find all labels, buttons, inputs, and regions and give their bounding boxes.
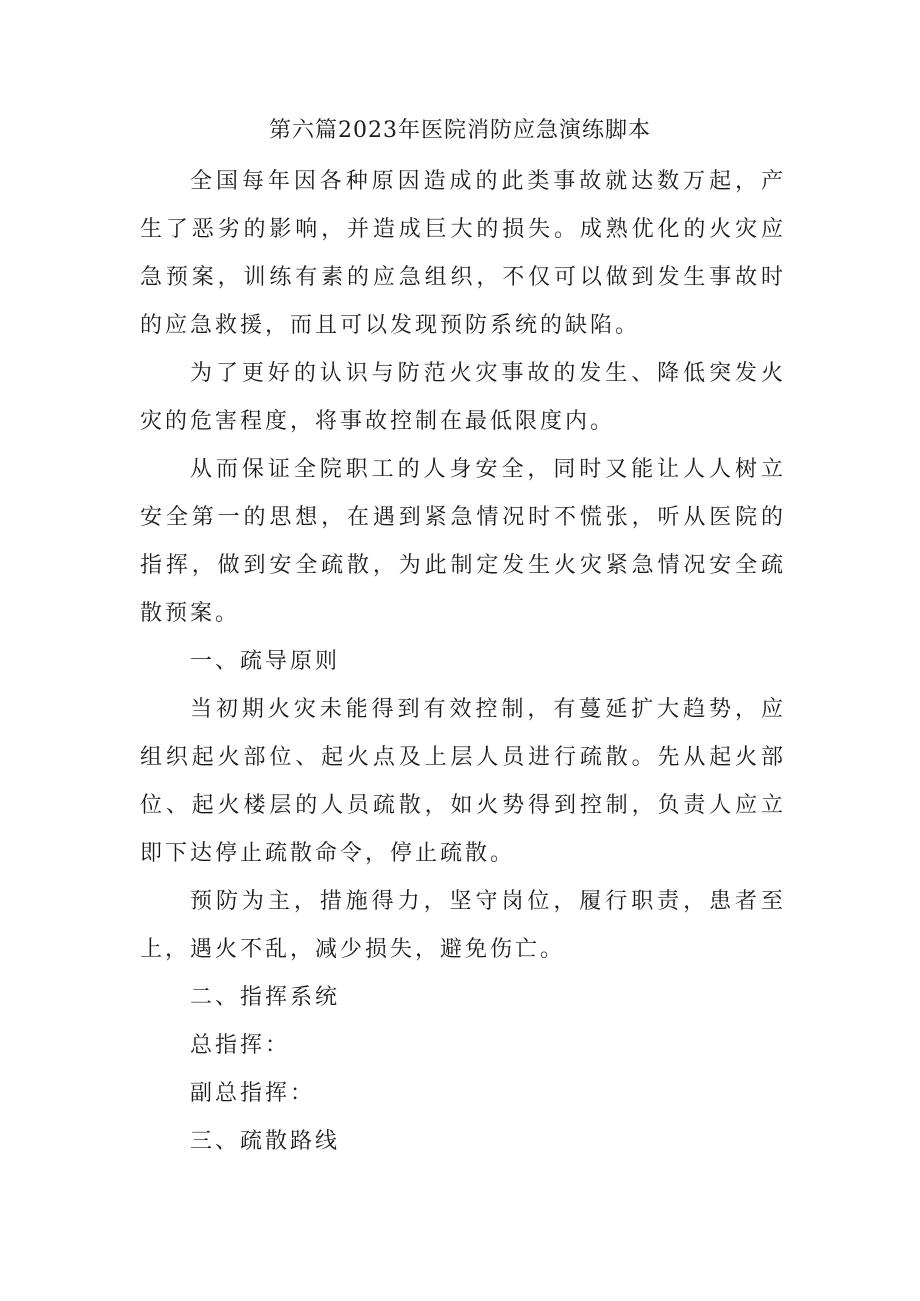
field-deputy-commander: 副总指挥：	[190, 1081, 316, 1106]
paragraph-safety: 从而保证全院职工的人身安全，同时又能让人人树立安全第一的思想，在遇到紧急情况时不慌张，听从医院的指挥，做到安全疏散，为此制定发生火灾紧急情况安全疏散预案。	[140, 457, 786, 626]
section-heading-command: 二、指挥系统	[190, 985, 341, 1010]
section-heading-routes: 三、疏散路线	[190, 1129, 341, 1154]
field-chief-commander: 总指挥：	[190, 1033, 291, 1058]
paragraph-purpose: 为了更好的认识与防范火灾事故的发生、降低突发火灾的危害程度，将事故控制在最低限度内。	[140, 361, 786, 434]
document-title: 第六篇2023年医院消防应急演练脚本	[269, 118, 651, 143]
document-body	[140, 158, 786, 1166]
paragraph-evacuation: 当初期火灾未能得到有效控制，有蔓延扩大趋势，应组织起火部位、起火点及上层人员进行疏散。先从起火部位、起火楼层的人员疏散，如火势得到控制，负责人应立即下达停止疏散命令，停止疏散。	[140, 697, 786, 866]
paragraph-principles: 预防为主，措施得力，坚守岗位，履行职责，患者至上，遇火不乱，减少损失，避免伤亡。	[140, 889, 786, 962]
section-heading-guidance: 一、疏导原则	[190, 649, 341, 674]
paragraph-intro: 全国每年因各种原因造成的此类事故就达数万起，产生了恶劣的影响，并造成巨大的损失。成熟优化的火灾应急预案，训练有素的应急组织，不仅可以做到发生事故时的应急救援，而且可以发现预防系统的缺陷。	[140, 169, 786, 338]
